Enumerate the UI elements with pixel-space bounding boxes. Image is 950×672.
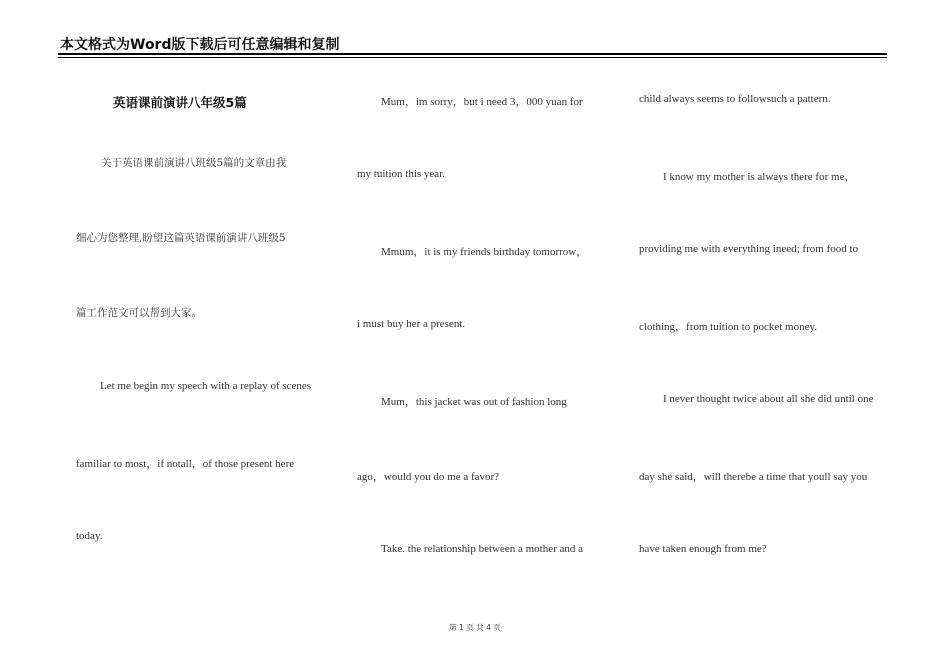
paragraph-line: Mum，im sorry，but i need 3，000 yuan for [381,96,583,108]
paragraph-line: I never thought twice about all she did until one [663,393,874,405]
paragraph-line: ago，would you do me a favor? [357,471,500,483]
document-title: 英语课前演讲八年级5篇 [113,95,247,110]
paragraph-line: familiar to most，if notall，of those present here [76,458,295,470]
paragraph-line: child always seems to followsuch a pattern. [639,93,831,105]
header-rule-thin [58,57,887,58]
paragraph-line: have taken enough from me? [639,543,767,555]
header-rule [58,53,887,55]
paragraph-line: I know my mother is always there for me， [663,171,856,183]
header-title: 本文格式为Word版下载后可任意编辑和复制 [60,37,340,53]
paragraph-line: day she said，will therebe a time that youll say you [639,471,868,483]
paragraph-line: clothing，from tuition to pocket money. [639,321,818,333]
paragraph-line: i must buy her a present. [357,318,466,330]
paragraph-line: Let me begin my speech with a replay of scenes [100,380,312,392]
paragraph-line: 细心为您整理,盼望这篇英语课前演讲八班级5 [76,232,286,244]
paragraph-line: providing me with everything ineed; from food to [639,243,859,255]
paragraph-line: Mmum，it is my friends birthday tomorrow， [381,246,588,258]
page-number: 第 1 页 共 4 页 [449,623,501,632]
paragraph-line: 篇工作范文可以帮到大家。 [76,307,202,319]
paragraph-line: today. [76,530,103,542]
paragraph-line: Take. the relationship between a mother and a [381,543,584,555]
paragraph-line: Mum，this jacket was out of fashion long [381,396,567,408]
paragraph-line: my tuition this year. [357,168,445,180]
paragraph-line: 关于英语课前演讲八班级5篇的文章由我 [101,157,287,169]
